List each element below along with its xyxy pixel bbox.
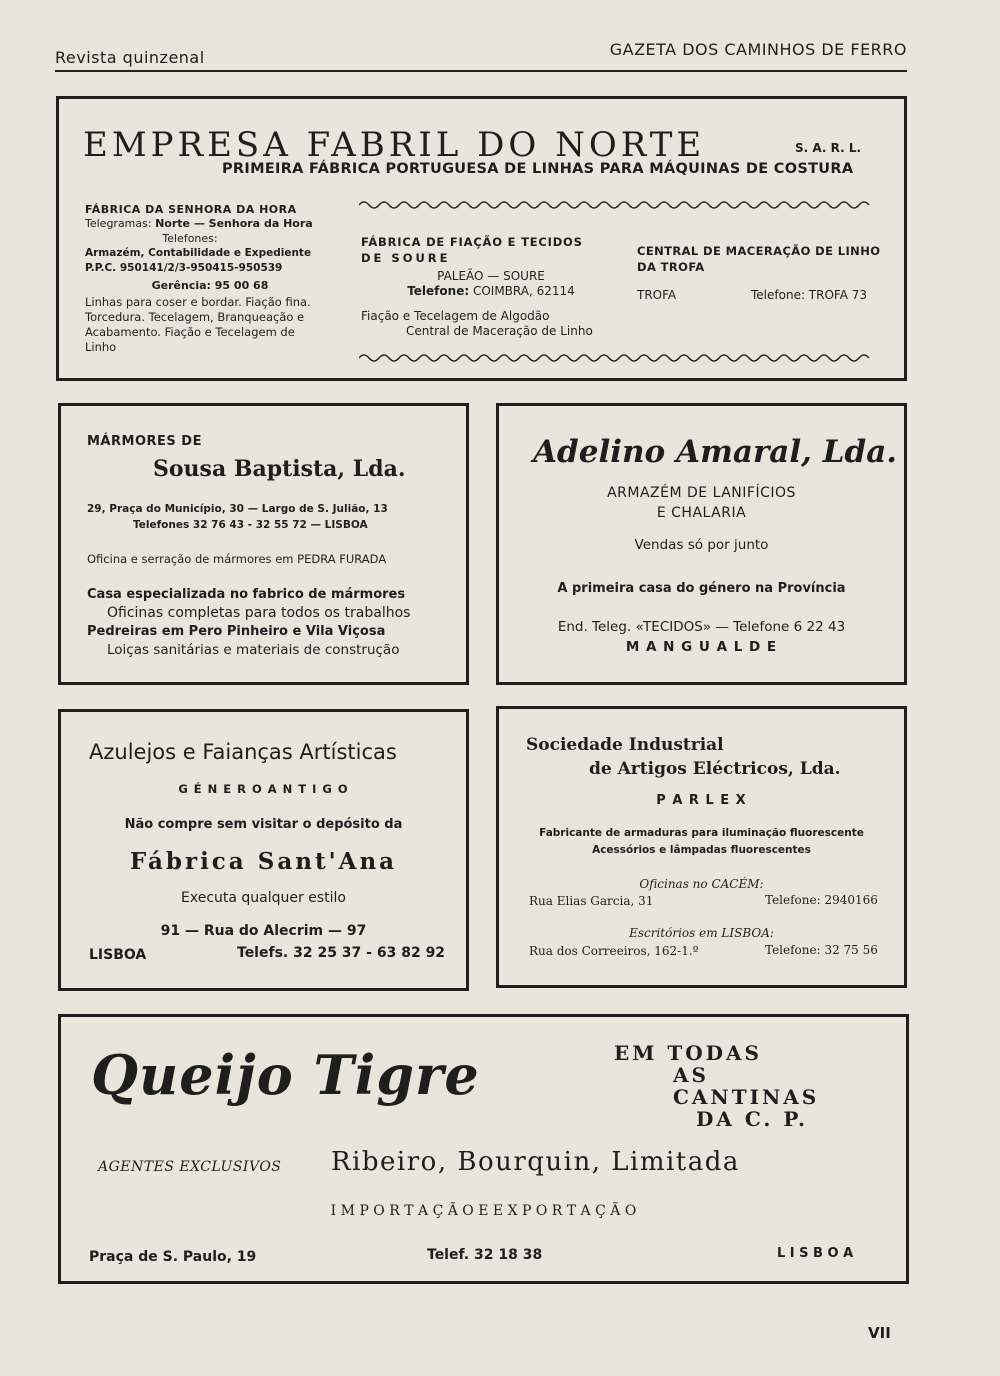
ad3-l3: Vendas só por junto (634, 537, 769, 553)
ad6-agents: Ribeiro, Bourquin, Limitada (331, 1147, 740, 1177)
ad3-company: Adelino Amaral, Lda. (533, 434, 898, 470)
ad5-name2: de Artigos Eléctricos, Lda. (589, 759, 841, 779)
col3-title2: DA TROFA (637, 260, 705, 274)
col1-telegramas (85, 216, 335, 231)
ad2-oficina: Oficina e serração de mármores em PEDRA FURADA (87, 552, 387, 566)
ad5-name1: Sociedade Industrial (526, 735, 724, 755)
ad6-agents-label: AGENTES EXCLUSIVOS (98, 1159, 282, 1175)
ad4-phones: Telefs. 32 25 37 - 63 82 92 (237, 945, 446, 961)
col2-phone (361, 284, 621, 299)
ad2-l2: Oficinas completas para todos os trabalhos (107, 605, 411, 621)
company-tagline: PRIMEIRA FÁBRICA PORTUGUESA DE LINHAS PARA MÁQUINAS DE COSTURA (222, 161, 854, 177)
header-rule (55, 70, 907, 72)
ad6-phone: Telef. 32 18 38 (427, 1247, 543, 1263)
col3-place: TROFA (637, 288, 677, 302)
ad-empresa-fabril (56, 96, 907, 381)
ad-fabrica-santana (58, 709, 469, 991)
ad3-l2: E CHALARIA (656, 505, 747, 521)
ad5-l1: Fabricante de armaduras para iluminação fluorescente (539, 827, 864, 839)
col2-title2: DE SOURE (361, 251, 451, 265)
ad2-l3: Pedreiras em Pero Pinheiro e Vila Viçosa (87, 624, 386, 639)
company-suffix: S. A. R. L. (795, 141, 862, 155)
ad3-l5: End. Teleg. «TECIDOS» — Telefone 6 22 43 (557, 619, 846, 635)
col3-title1: CENTRAL DE MACERAÇÃO DE LINHO (637, 244, 881, 258)
ad-sousa-baptista (58, 403, 469, 685)
col-senhora-da-hora (85, 203, 335, 355)
col3-phone: Telefone: TROFA 73 (751, 288, 868, 302)
col1-desc: Linhas para coser e bordar. Fiação fina. Torcedura. Tecelagem, Branqueação e Acabamento. Fiação e Tecelagem de Linho (85, 295, 311, 354)
telegramas-label: Telegramas: (85, 217, 152, 230)
ad6-brand: Queijo Tigre (91, 1043, 480, 1107)
col1-gerencia: Gerência: 95 00 68 (151, 279, 269, 292)
ad4-sub: G É N E R O A N T I G O (178, 782, 349, 796)
ad3-l4: A primeira casa do género na Província (557, 581, 846, 596)
ad5-brand: P A R L E X (656, 793, 747, 808)
col1-line2: P.P.C. 950141/2/3-950415-950539 (85, 262, 283, 274)
ad5-of-addr: Rua Elias Garcia, 31 (529, 894, 654, 908)
col-soure (361, 235, 621, 339)
ad5-of-phone: Telefone: 2940166 (765, 893, 878, 907)
ad5-of-label: Oficinas no CACÉM: (639, 877, 764, 891)
ad2-l4: Loiças sanitárias e materiais de construção (107, 642, 400, 658)
col2-title1: FÁBRICA DE FIAÇÃO E TECIDOS (361, 235, 583, 249)
company-name: EMPRESA FABRIL DO NORTE (83, 125, 706, 165)
ad4-l3: 91 — Rua do Alecrim — 97 (160, 923, 367, 939)
col2-phone-label: Telefone: (407, 284, 470, 298)
ad5-esc-addr: Rua dos Correeiros, 162-1.º (529, 944, 699, 958)
ad6-addr: Praça de S. Paulo, 19 (89, 1249, 257, 1265)
ad4-l2: Executa qualquer estilo (181, 890, 346, 906)
ad4-title: Azulejos e Faianças Artísticas (89, 740, 397, 764)
telegramas-value: Norte — Senhora da Hora (155, 217, 313, 230)
col1-telefones: Telefones: (162, 232, 218, 245)
ad3-l1: ARMAZÉM DE LANIFÍCIOS (607, 485, 796, 501)
col2-desc1: Fiação e Tecelagem de Algodão (361, 309, 550, 323)
col2-desc2: Central de Maceração de Linho (406, 324, 593, 338)
col2-place: PALEÃO — SOURE (437, 269, 545, 283)
ad3-l6: M A N G U A L D E (625, 639, 778, 655)
wavy-divider-top (359, 199, 874, 211)
header-right: GAZETA DOS CAMINHOS DE FERRO (609, 40, 907, 59)
ad6-r4: DA C. P. (696, 1107, 809, 1131)
ad2-addr1: 29, Praça do Município, 30 — Largo de S. Julião, 13 (87, 503, 388, 515)
ad-adelino-amaral (496, 403, 907, 685)
ad6-r1: EM TODAS (614, 1041, 762, 1065)
wavy-divider-bottom (359, 352, 874, 364)
page-number: VII (868, 1324, 891, 1342)
ad6-r3: CANTINAS (673, 1085, 820, 1109)
col1-title: FÁBRICA DA SENHORA DA HORA (85, 203, 297, 216)
ad4-company: Fábrica Sant'Ana (129, 848, 398, 875)
col2-phone-value: COIMBRA, 62114 (472, 284, 575, 298)
ad4-city: LISBOA (89, 947, 147, 963)
ad-parlex (496, 706, 907, 988)
ad2-l1: Casa especializada no fabrico de mármores (87, 587, 406, 602)
ad6-city: L I S B O A (777, 1246, 854, 1261)
ad6-r2: AS (673, 1063, 709, 1087)
ad5-esc-label: Escritórios em LISBOA: (629, 926, 774, 940)
ad6-import: I M P O R T A Ç Ã O E E X P O R T A Ç Ã O (330, 1203, 637, 1219)
ad-queijo-tigre (58, 1014, 909, 1284)
ad4-l1: Não compre sem visitar o depósito da (124, 817, 403, 832)
ad5-l2: Acessórios e lâmpadas fluorescentes (592, 844, 811, 856)
ad2-addr2: Telefones 32 76 43 - 32 55 72 — LISBOA (133, 519, 368, 531)
ad2-pre: MÁRMORES DE (87, 434, 202, 449)
col1-line1: Armazém, Contabilidade e Expediente (85, 247, 312, 259)
ad2-company: Sousa Baptista, Lda. (153, 456, 406, 482)
header-left: Revista quinzenal (55, 48, 205, 67)
ad5-esc-phone: Telefone: 32 75 56 (765, 943, 878, 957)
